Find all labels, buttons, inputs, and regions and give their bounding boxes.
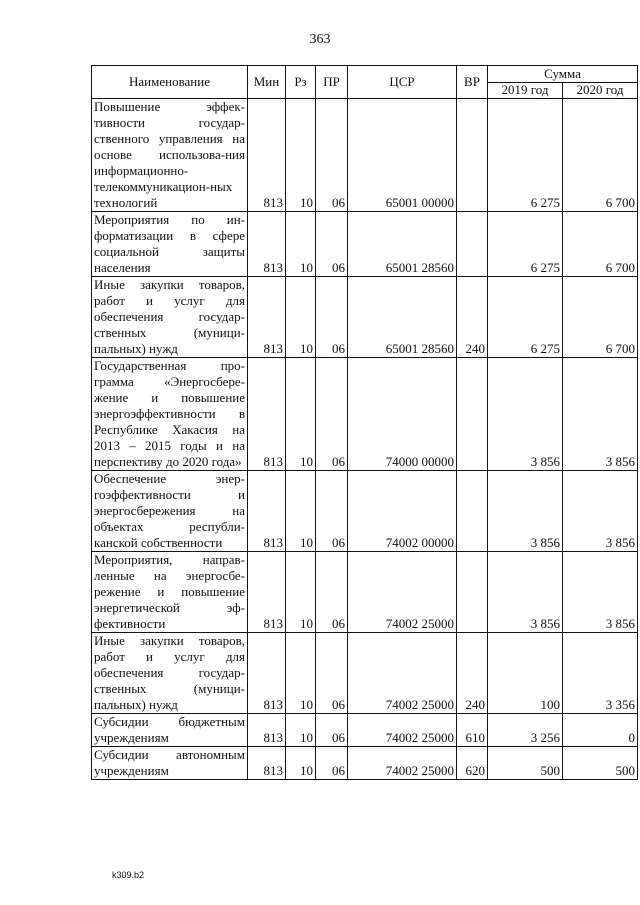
- row-csr: 74000 00000: [348, 358, 457, 471]
- row-vr: [457, 358, 488, 471]
- budget-table: [91, 65, 638, 780]
- row-pr: 06: [316, 358, 348, 471]
- row-name: Субсидии бюджетным учреждениям: [92, 714, 248, 747]
- row-rz: 10: [286, 471, 316, 552]
- row-pr: 06: [316, 552, 348, 633]
- header-min: Мин: [248, 66, 286, 99]
- row-min: 813: [248, 358, 286, 471]
- row-sum-2020: 6 700: [563, 212, 638, 277]
- row-pr: 06: [316, 714, 348, 747]
- row-csr: 74002 00000: [348, 471, 457, 552]
- table-row: [92, 212, 638, 277]
- row-sum-2019: 6 275: [488, 99, 563, 212]
- row-rz: 10: [286, 212, 316, 277]
- row-sum-2019: 3 856: [488, 552, 563, 633]
- header-rz: Рз: [286, 66, 316, 99]
- row-rz: 10: [286, 358, 316, 471]
- row-min: 813: [248, 277, 286, 358]
- row-vr: 240: [457, 633, 488, 714]
- row-name: Иные закупки товаров, работ и услуг для обеспечения государ-ственных (муници-пальных) нужд: [92, 633, 248, 714]
- row-rz: 10: [286, 714, 316, 747]
- row-vr: [457, 552, 488, 633]
- row-vr: 620: [457, 747, 488, 780]
- row-pr: 06: [316, 99, 348, 212]
- table-row: [92, 99, 638, 212]
- row-min: 813: [248, 633, 286, 714]
- row-sum-2020: 6 700: [563, 99, 638, 212]
- row-name: Обеспечение энер-гоэффективности и энергосбережения на объектах республи-канской собственности: [92, 471, 248, 552]
- row-csr: 74002 25000: [348, 552, 457, 633]
- row-vr: 240: [457, 277, 488, 358]
- row-name: Государственная про-грамма «Энергосбере-жение и повышение энергоэффективности в Республике Хакасия на 2013 – 2015 годы и на перспективу до 2020 года»: [92, 358, 248, 471]
- row-vr: [457, 99, 488, 212]
- row-min: 813: [248, 747, 286, 780]
- row-rz: 10: [286, 747, 316, 780]
- row-pr: 06: [316, 212, 348, 277]
- row-min: 813: [248, 212, 286, 277]
- row-sum-2019: 3 856: [488, 471, 563, 552]
- row-csr: 74002 25000: [348, 747, 457, 780]
- row-sum-2019: 6 275: [488, 277, 563, 358]
- row-pr: 06: [316, 471, 348, 552]
- page-number: 363: [309, 32, 331, 47]
- table-row: [92, 552, 638, 633]
- table-row: [92, 714, 638, 747]
- row-csr: 74002 25000: [348, 633, 457, 714]
- row-rz: 10: [286, 552, 316, 633]
- row-min: 813: [248, 471, 286, 552]
- table-row: [92, 277, 638, 358]
- table-row: [92, 471, 638, 552]
- row-vr: 610: [457, 714, 488, 747]
- row-name: Иные закупки товаров, работ и услуг для обеспечения государ-ственных (муници-пальных) нужд: [92, 277, 248, 358]
- footer-code: k309.b2: [112, 870, 145, 880]
- row-min: 813: [248, 552, 286, 633]
- header-vr: ВР: [457, 66, 488, 99]
- row-sum-2020: 3 856: [563, 358, 638, 471]
- header-name: Наименование: [92, 66, 248, 99]
- row-csr: 65001 28560: [348, 277, 457, 358]
- row-sum-2020: 500: [563, 747, 638, 780]
- row-name: Повышение эффек-тивности государ-ственного управления на основе использова-ния информационно-телекоммуникацион-ных технологий: [92, 99, 248, 212]
- header-year-2019: 2019 год: [488, 82, 563, 99]
- row-sum-2019: 100: [488, 633, 563, 714]
- row-csr: 65001 28560: [348, 212, 457, 277]
- table-row: [92, 747, 638, 780]
- row-name: Мероприятия, направ-ленные на энергосбе-режение и повышение энергетической эф-фективности: [92, 552, 248, 633]
- row-min: 813: [248, 714, 286, 747]
- row-sum-2019: 500: [488, 747, 563, 780]
- row-sum-2020: 0: [563, 714, 638, 747]
- row-rz: 10: [286, 277, 316, 358]
- row-min: 813: [248, 99, 286, 212]
- row-csr: 74002 25000: [348, 714, 457, 747]
- row-rz: 10: [286, 633, 316, 714]
- row-sum-2019: 6 275: [488, 212, 563, 277]
- table-body: [92, 99, 638, 780]
- row-pr: 06: [316, 633, 348, 714]
- row-pr: 06: [316, 277, 348, 358]
- row-name: Мероприятия по ин-форматизации в сфере социальной защиты населения: [92, 212, 248, 277]
- header-sum: Сумма: [488, 66, 638, 83]
- row-csr: 65001 00000: [348, 99, 457, 212]
- row-sum-2020: 3 856: [563, 552, 638, 633]
- header-year-2020: 2020 год: [563, 82, 638, 99]
- row-pr: 06: [316, 747, 348, 780]
- row-vr: [457, 471, 488, 552]
- table-row: [92, 633, 638, 714]
- header-pr: ПР: [316, 66, 348, 99]
- row-sum-2020: 3 356: [563, 633, 638, 714]
- row-name: Субсидии автономным учреждениям: [92, 747, 248, 780]
- header-csr: ЦСР: [348, 66, 457, 99]
- row-sum-2020: 6 700: [563, 277, 638, 358]
- row-sum-2019: 3 256: [488, 714, 563, 747]
- table-row: [92, 358, 638, 471]
- row-vr: [457, 212, 488, 277]
- row-sum-2019: 3 856: [488, 358, 563, 471]
- row-rz: 10: [286, 99, 316, 212]
- row-sum-2020: 3 856: [563, 471, 638, 552]
